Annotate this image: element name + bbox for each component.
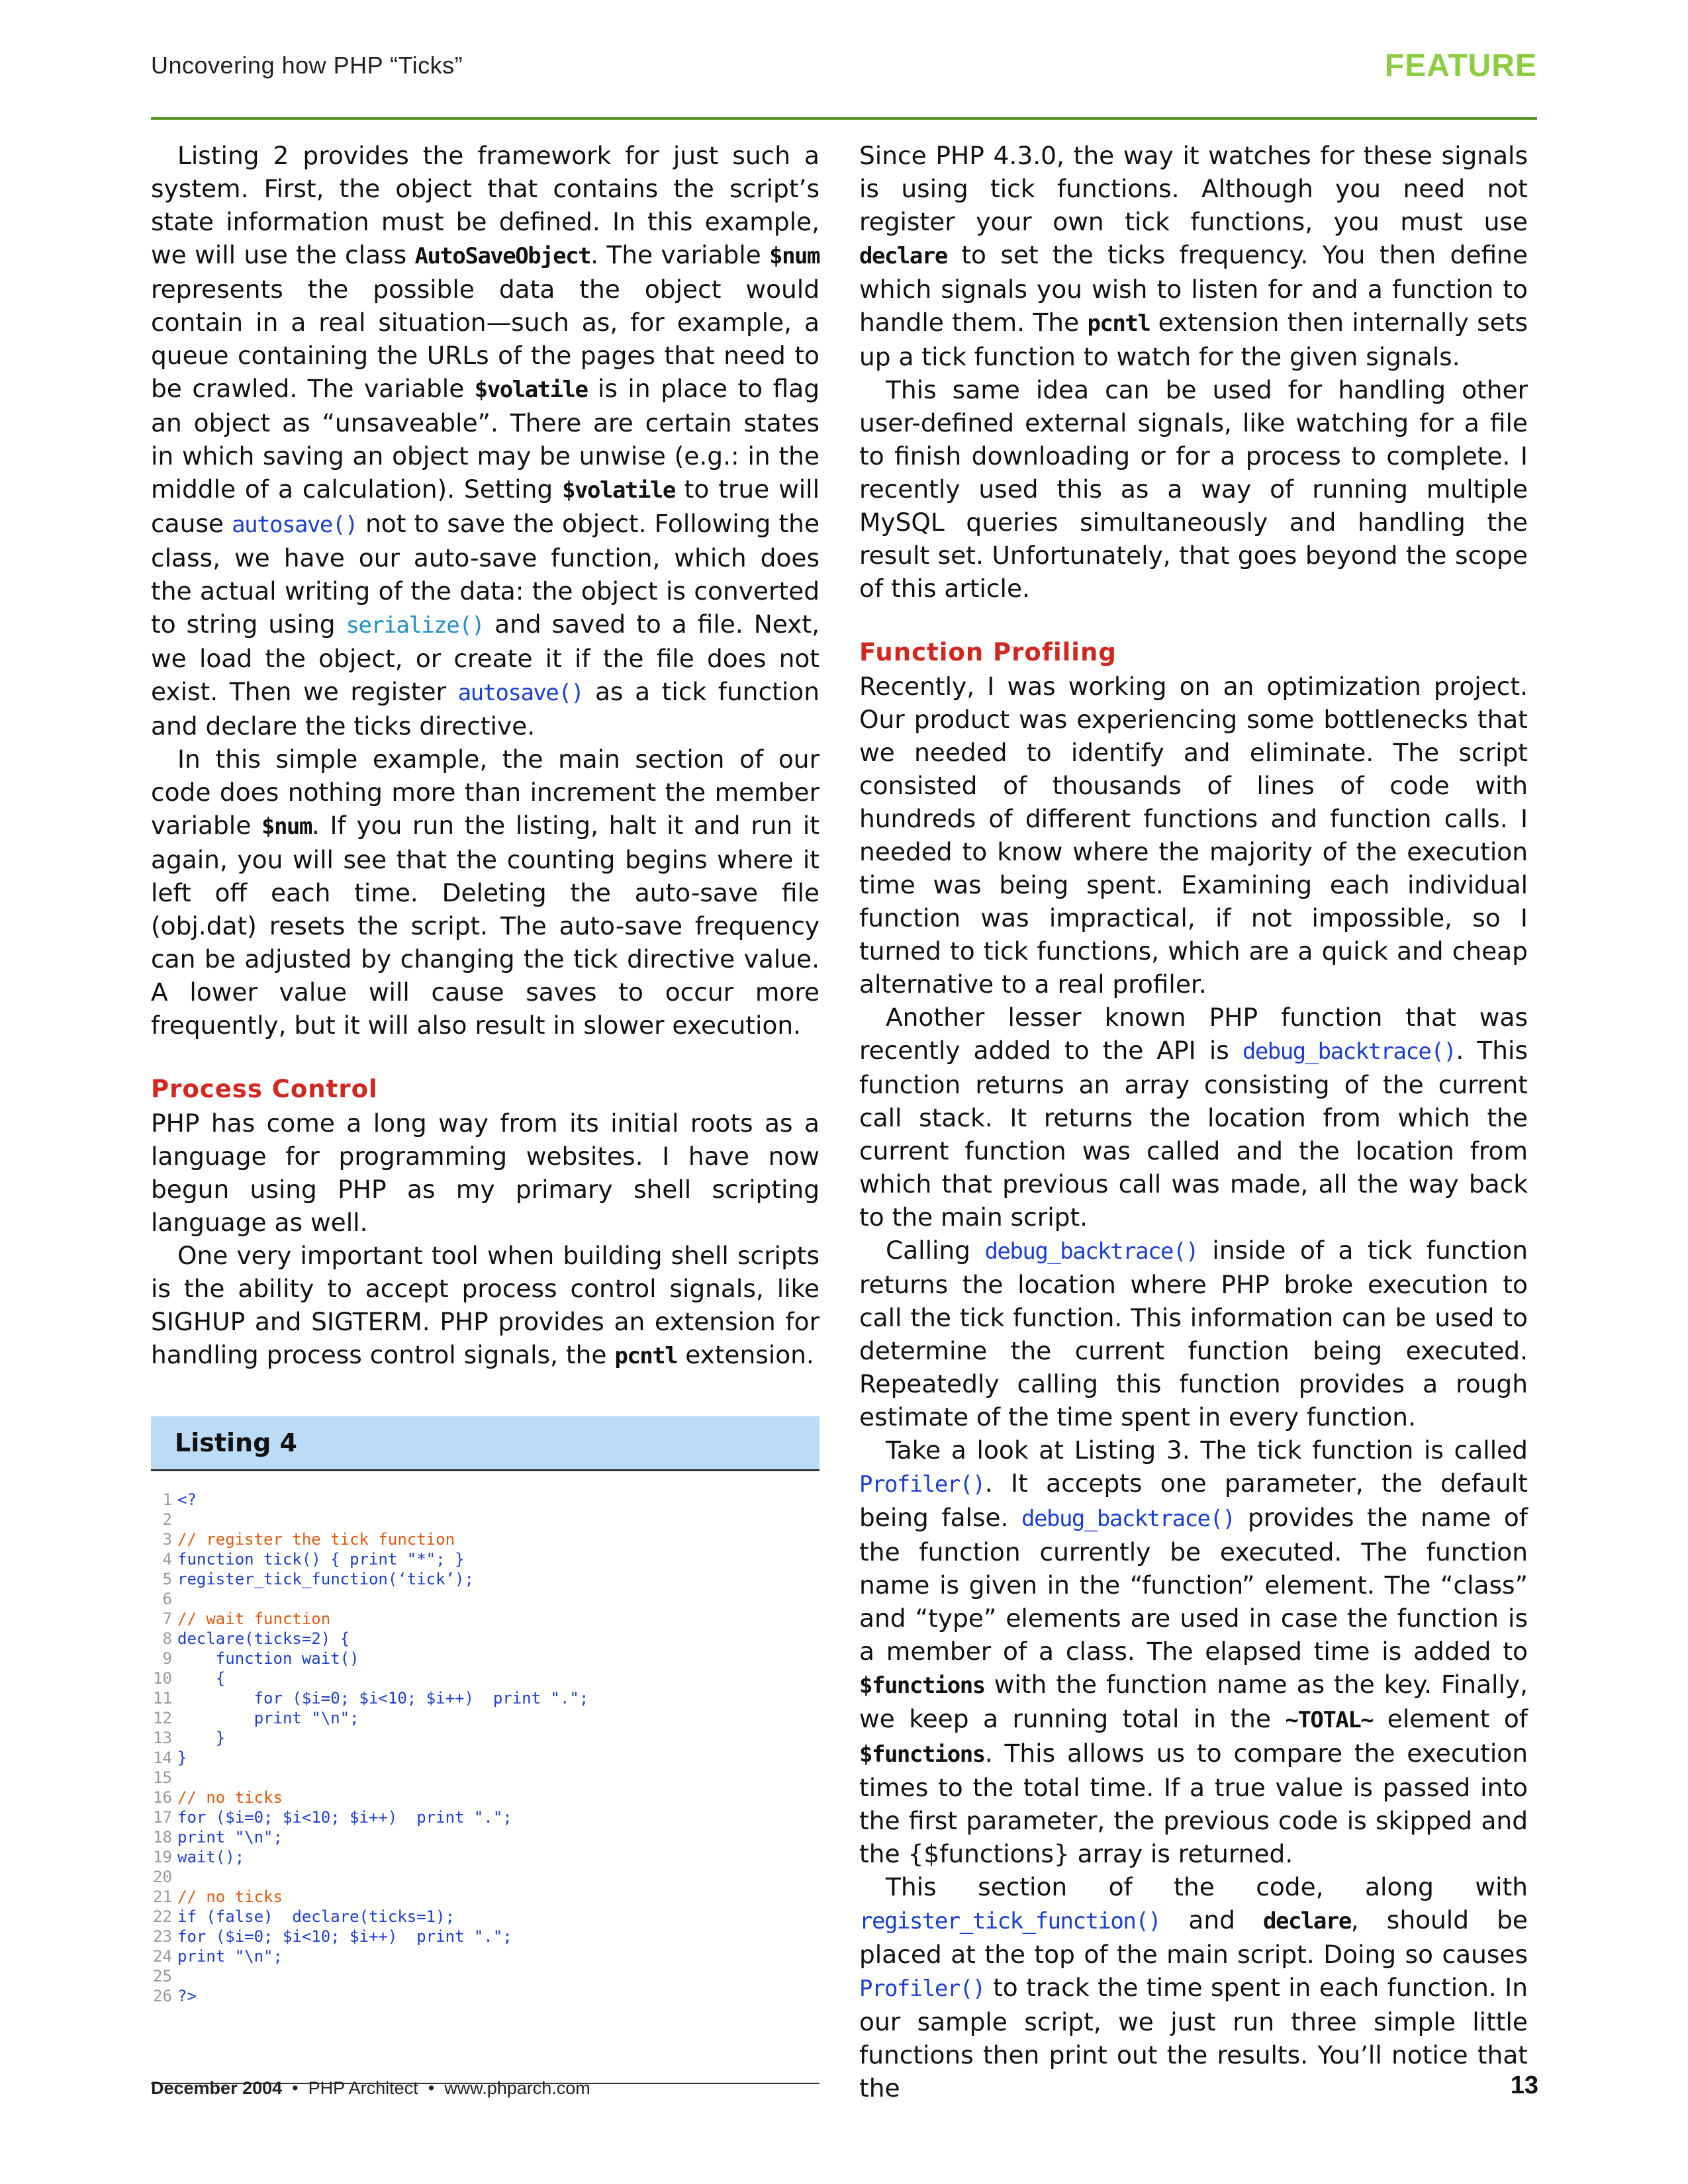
code-term: AutoSaveObject	[414, 243, 591, 269]
line-number: 20	[153, 1868, 172, 1886]
listing-title: Listing 4	[175, 1428, 297, 1457]
code-line	[151, 1728, 820, 1748]
code-line	[151, 1867, 820, 1887]
code-comment: // no ticks	[177, 1788, 283, 1807]
line-number: 10	[153, 1669, 172, 1688]
footer-date: December 2004	[151, 2078, 283, 2098]
line-number: 5	[162, 1570, 172, 1588]
code-term: pcntl	[1087, 310, 1150, 337]
code-line	[151, 1847, 820, 1867]
running-title: Uncovering how PHP “Ticks”	[151, 52, 463, 79]
code-line	[151, 1569, 820, 1589]
code-line	[151, 1966, 820, 1986]
code-line	[151, 1529, 820, 1549]
code-term: $volatile	[474, 377, 588, 403]
code-text: declare(ticks=2) {	[177, 1629, 350, 1648]
left-paragraph-3: PHP has come a long way from its initial roots as a language for programming websites. I have now begun using PHP as my primary shell scripting language as well.	[151, 1109, 820, 1237]
code-comment: // register the tick function	[177, 1530, 455, 1549]
code-term: pcntl	[614, 1343, 678, 1369]
code-text: ?>	[177, 1987, 197, 2005]
right-paragraph-2: This same idea can be used for handling other user-defined external signals, like watching for a file to finish downloading or for a process to complete. I recently used this as a way of running multiple MySQL queries simultaneously and handling the result set. Unfortunately, that goes beyond the scope of this article.	[859, 375, 1528, 603]
footer-publication: PHP Architect	[308, 2078, 418, 2098]
code-text: print "\n";	[177, 1828, 283, 1846]
right-paragraph-5: Calling debug_backtrace() inside of a tick function returns the location where PHP broke execution to call the tick function. This information can be used to determine the current function being executed. Repeatedly calling this function provides a rough estimate of the time spent in every function.	[859, 1236, 1528, 1432]
code-term: $num	[261, 813, 312, 840]
code-line	[151, 1986, 820, 2006]
right-paragraph-4: Another lesser known PHP function that was recently added to the API is debug_backtrace(). This function returns an array consisting of the current call stack. It returns the location from which the current function was called and the location from which that previous call was made, all the way back to the main script.	[859, 1003, 1528, 1232]
code-text: }	[177, 1729, 226, 1747]
code-text: }	[177, 1749, 187, 1767]
code-text: {	[177, 1669, 226, 1688]
code-text: register_tick_function(‘tick’);	[177, 1570, 474, 1588]
code-term: $volatile	[562, 477, 675, 504]
line-number: 23	[153, 1927, 172, 1946]
code-line	[151, 1907, 820, 1927]
code-term: $functions	[859, 1741, 985, 1768]
left-paragraph-2: In this simple example, the main section of our code does nothing more than increment the member variable $num. If you run the listing, halt it and run it again, you will see that the counting begins where it left off each time. Deleting the auto-save file (obj.dat) resets the script. The auto-save frequency can be adjusted by changing the tick directive value. A lower value will cause saves to occur more frequently, but it will also result in slower execution.	[151, 745, 820, 1040]
line-number: 16	[153, 1788, 172, 1807]
line-number: 24	[153, 1947, 172, 1966]
code-comment: // wait function	[177, 1610, 331, 1628]
code-text: function tick() { print "*"; }	[177, 1550, 465, 1569]
code-function: debug_backtrace()	[984, 1238, 1198, 1265]
heading-process-control: Process Control	[151, 1075, 378, 1103]
line-number: 13	[153, 1729, 172, 1747]
code-function: autosave()	[232, 512, 357, 538]
line-number: 17	[153, 1808, 172, 1827]
right-paragraph-6: Take a look at Listing 3. The tick function is called Profiler(). It accepts one parameter, the default being false. debug_backtrace() provides the name of the function currently be executed. The function name is given in the “function” element. The “class” and “type” elements are used in case the function is a member of a class. The elapsed time is added to $functions with the function name as the key. Finally, we keep a running total in the ~TOTAL~ element of $functions. This allows us to compare the execution times to the total time. If a true value is passed into the first parameter, the previous code is skipped and the {$functions} array is returned.	[859, 1435, 1528, 1868]
line-number: 7	[162, 1610, 172, 1628]
line-number: 11	[153, 1689, 172, 1707]
heading-function-profiling: Function Profiling	[859, 638, 1117, 666]
line-number: 15	[153, 1768, 172, 1787]
code-text: print "\n";	[177, 1709, 359, 1727]
code-line	[151, 1708, 820, 1728]
line-number: 1	[162, 1490, 172, 1509]
right-paragraph-1: Since PHP 4.3.0, the way it watches for these signals is using tick functions. Although you need not register your own tick functions, you must use declare to set the ticks frequency. You then define which signals you wish to listen for and a function to handle them. The pcntl extension then internally sets up a tick function to watch for the given signals.	[859, 141, 1528, 371]
line-number: 26	[153, 1987, 172, 2005]
line-number: 8	[162, 1629, 172, 1648]
code-line	[151, 1748, 820, 1768]
line-number: 12	[153, 1709, 172, 1727]
code-line	[151, 1668, 820, 1688]
footer	[151, 2078, 590, 2099]
line-number: 25	[153, 1967, 172, 1985]
code-term: $num	[769, 243, 820, 269]
code-line	[151, 1688, 820, 1708]
line-number: 2	[162, 1510, 172, 1529]
code-line	[151, 1629, 820, 1649]
code-text: function wait()	[177, 1649, 359, 1668]
footer-url[interactable]: www.phparch.com	[444, 2078, 590, 2098]
code-line	[151, 1490, 820, 1510]
code-line	[151, 1589, 820, 1609]
header-rule	[151, 117, 1537, 120]
code-comment: // no ticks	[177, 1888, 283, 1906]
code-text: for ($i=0; $i<10; $i++) print ".";	[177, 1927, 512, 1946]
line-number: 19	[153, 1848, 172, 1866]
code-line	[151, 1788, 820, 1807]
code-line	[151, 1887, 820, 1907]
code-line	[151, 1768, 820, 1788]
code-line	[151, 1549, 820, 1569]
code-text: for ($i=0; $i<10; $i++) print ".";	[177, 1808, 512, 1827]
section-label: FEATURE	[1384, 48, 1537, 83]
code-text: wait();	[177, 1848, 245, 1866]
code-text: print "\n";	[177, 1947, 283, 1966]
code-line	[151, 1609, 820, 1629]
code-text: if (false) declare(ticks=1);	[177, 1907, 455, 1926]
listing-4	[151, 1416, 820, 2084]
code-line	[151, 1827, 820, 1847]
left-paragraph-4: One very important tool when building shell scripts is the ability to accept process control signals, like SIGHUP and SIGTERM. PHP provides an extension for handling process control signals, the pcntl extension.	[151, 1241, 820, 1369]
code-function: serialize()	[346, 612, 485, 639]
right-column	[859, 139, 1528, 2105]
code-function: Profiler()	[859, 1976, 985, 2002]
line-number: 22	[153, 1907, 172, 1926]
footer-separator: •	[292, 2078, 299, 2098]
code-function: autosave()	[457, 680, 584, 706]
line-number: 4	[162, 1550, 172, 1569]
line-number: 6	[162, 1590, 172, 1608]
right-paragraph-3: Recently, I was working on an optimization project. Our product was experiencing some bottlenecks that we needed to identify and eliminate. The script consisted of thousands of lines of code with hundreds of different functions and function calls. I needed to know where the majority of the execution time was being spent. Examining each individual function was impractical, if not impossible, so I turned to tick functions, which are a quick and cheap alternative to a real profiler.	[859, 672, 1528, 999]
line-number: 21	[153, 1888, 172, 1906]
code-text: for ($i=0; $i<10; $i++) print ".";	[177, 1689, 589, 1707]
code-line	[151, 1946, 820, 1966]
code-term: declare	[1263, 1908, 1351, 1934]
footer-separator: •	[428, 2078, 435, 2098]
listing-header	[151, 1416, 820, 1471]
code-function: Profiler()	[859, 1471, 985, 1498]
code-line	[151, 1927, 820, 1946]
line-number: 14	[153, 1749, 172, 1767]
left-paragraph-1: Listing 2 provides the framework for just such a system. First, the object that contains the script’s state information must be defined. In this example, we will use the class AutoSaveObject. The variable $num represents the possible data the object would contain in a real situation—such as, for example, a queue containing the URLs of the pages that need to be crawled. The variable $volatile is in place to flag an object as “unsaveable”. There are certain states in which saving an object may be unwise (e.g.: in the middle of a calculation). Setting $volatile to true will cause autosave() not to save the object. Following the class, we have our auto-save function, which does the actual writing of the data: the object is converted to string using serialize() and saved to a file. Next, we load the object, or create it if the file does not exist. Then we register autosave() as a tick function and declare the ticks directive.	[151, 141, 820, 741]
code-function: register_tick_function()	[859, 1908, 1161, 1934]
code-function: debug_backtrace()	[1021, 1506, 1235, 1532]
line-number: 3	[162, 1530, 172, 1549]
code-term: $functions	[859, 1672, 985, 1699]
right-paragraph-7: This section of the code, along with register_tick_function() and declare, should be placed at the top of the main script. Doing so causes Profiler() to track the time spent in each function. In our sample script, we just run three simple little functions then print out the results. You’ll notice that the	[859, 1872, 1528, 2103]
code-line	[151, 1510, 820, 1529]
line-number: 18	[153, 1828, 172, 1846]
code-line	[151, 1649, 820, 1668]
code-function: debug_backtrace()	[1242, 1038, 1456, 1065]
code-line	[151, 1807, 820, 1827]
listing-code	[151, 1471, 820, 2084]
code-term: ~TOTAL~	[1285, 1707, 1374, 1733]
left-column	[151, 139, 820, 1373]
code-text: <?	[177, 1490, 197, 1509]
code-term: declare	[859, 243, 947, 269]
page-number: 13	[1510, 2071, 1538, 2099]
line-number: 9	[162, 1649, 172, 1668]
